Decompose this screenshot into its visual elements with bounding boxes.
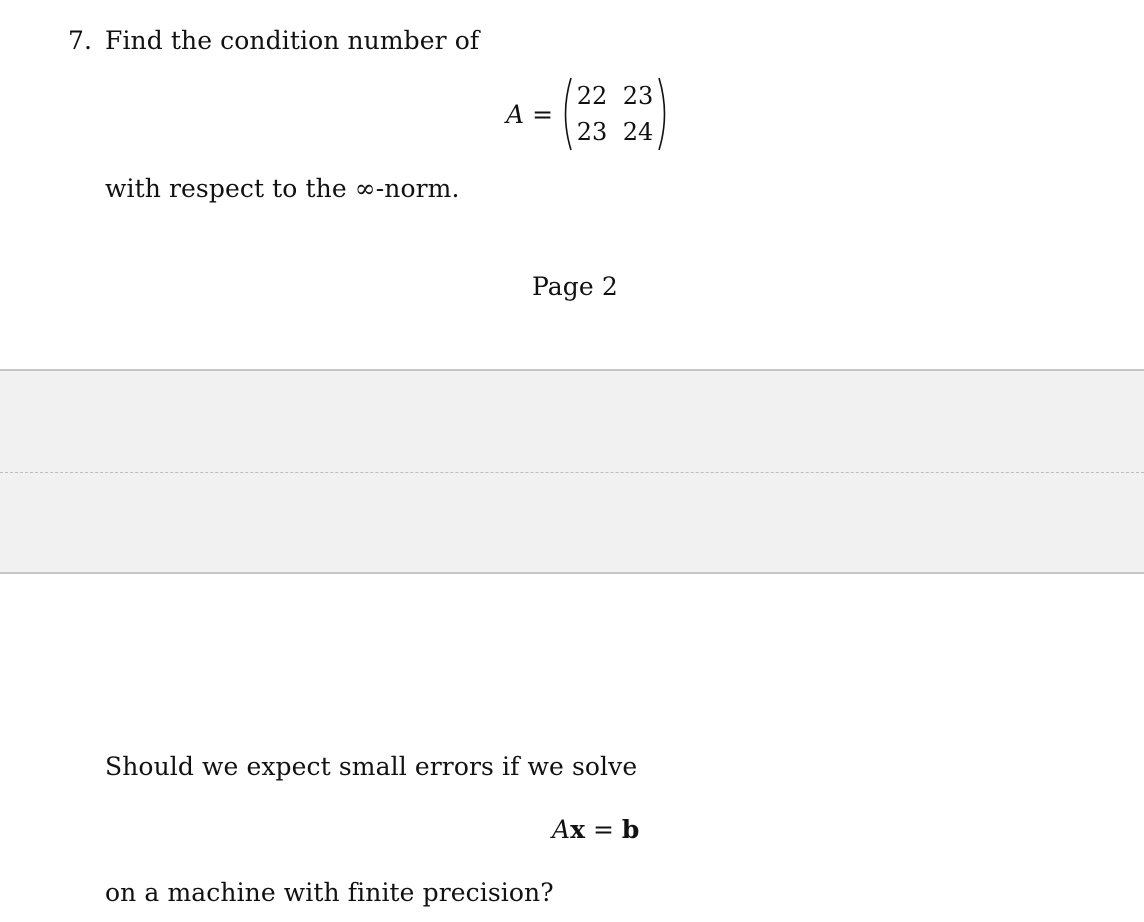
page-break-divider bbox=[0, 472, 1144, 473]
equals-sign: = bbox=[532, 99, 554, 129]
matrix-equation bbox=[506, 76, 671, 152]
eq-matrix-A: A bbox=[552, 815, 571, 844]
question-text: Should we expect small errors if we solve bbox=[105, 752, 638, 781]
matrix bbox=[559, 76, 671, 152]
page-2 bbox=[0, 0, 1144, 370]
page-3 bbox=[0, 574, 1144, 922]
problem-continuation: with respect to the ∞-norm. bbox=[105, 174, 460, 203]
page-gap bbox=[0, 369, 1144, 574]
matrix-cell: 23 bbox=[622, 82, 654, 110]
page-number: Page 2 bbox=[532, 272, 618, 301]
right-paren-icon bbox=[657, 76, 671, 152]
linear-system-equation bbox=[552, 814, 639, 846]
eq-equals: = bbox=[592, 815, 614, 844]
matrix-entries bbox=[573, 78, 657, 150]
closing-text: on a machine with finite precision? bbox=[105, 878, 554, 907]
matrix-symbol: A bbox=[506, 99, 525, 129]
eq-vector-x: x bbox=[570, 815, 585, 844]
matrix-cell: 24 bbox=[622, 118, 654, 146]
problem-intro: Find the condition number of bbox=[105, 26, 480, 55]
matrix-cell: 22 bbox=[576, 82, 608, 110]
eq-vector-b: b bbox=[621, 815, 640, 844]
matrix-cell: 23 bbox=[576, 118, 608, 146]
left-paren-icon bbox=[559, 76, 573, 152]
problem-number: 7. bbox=[68, 26, 93, 55]
